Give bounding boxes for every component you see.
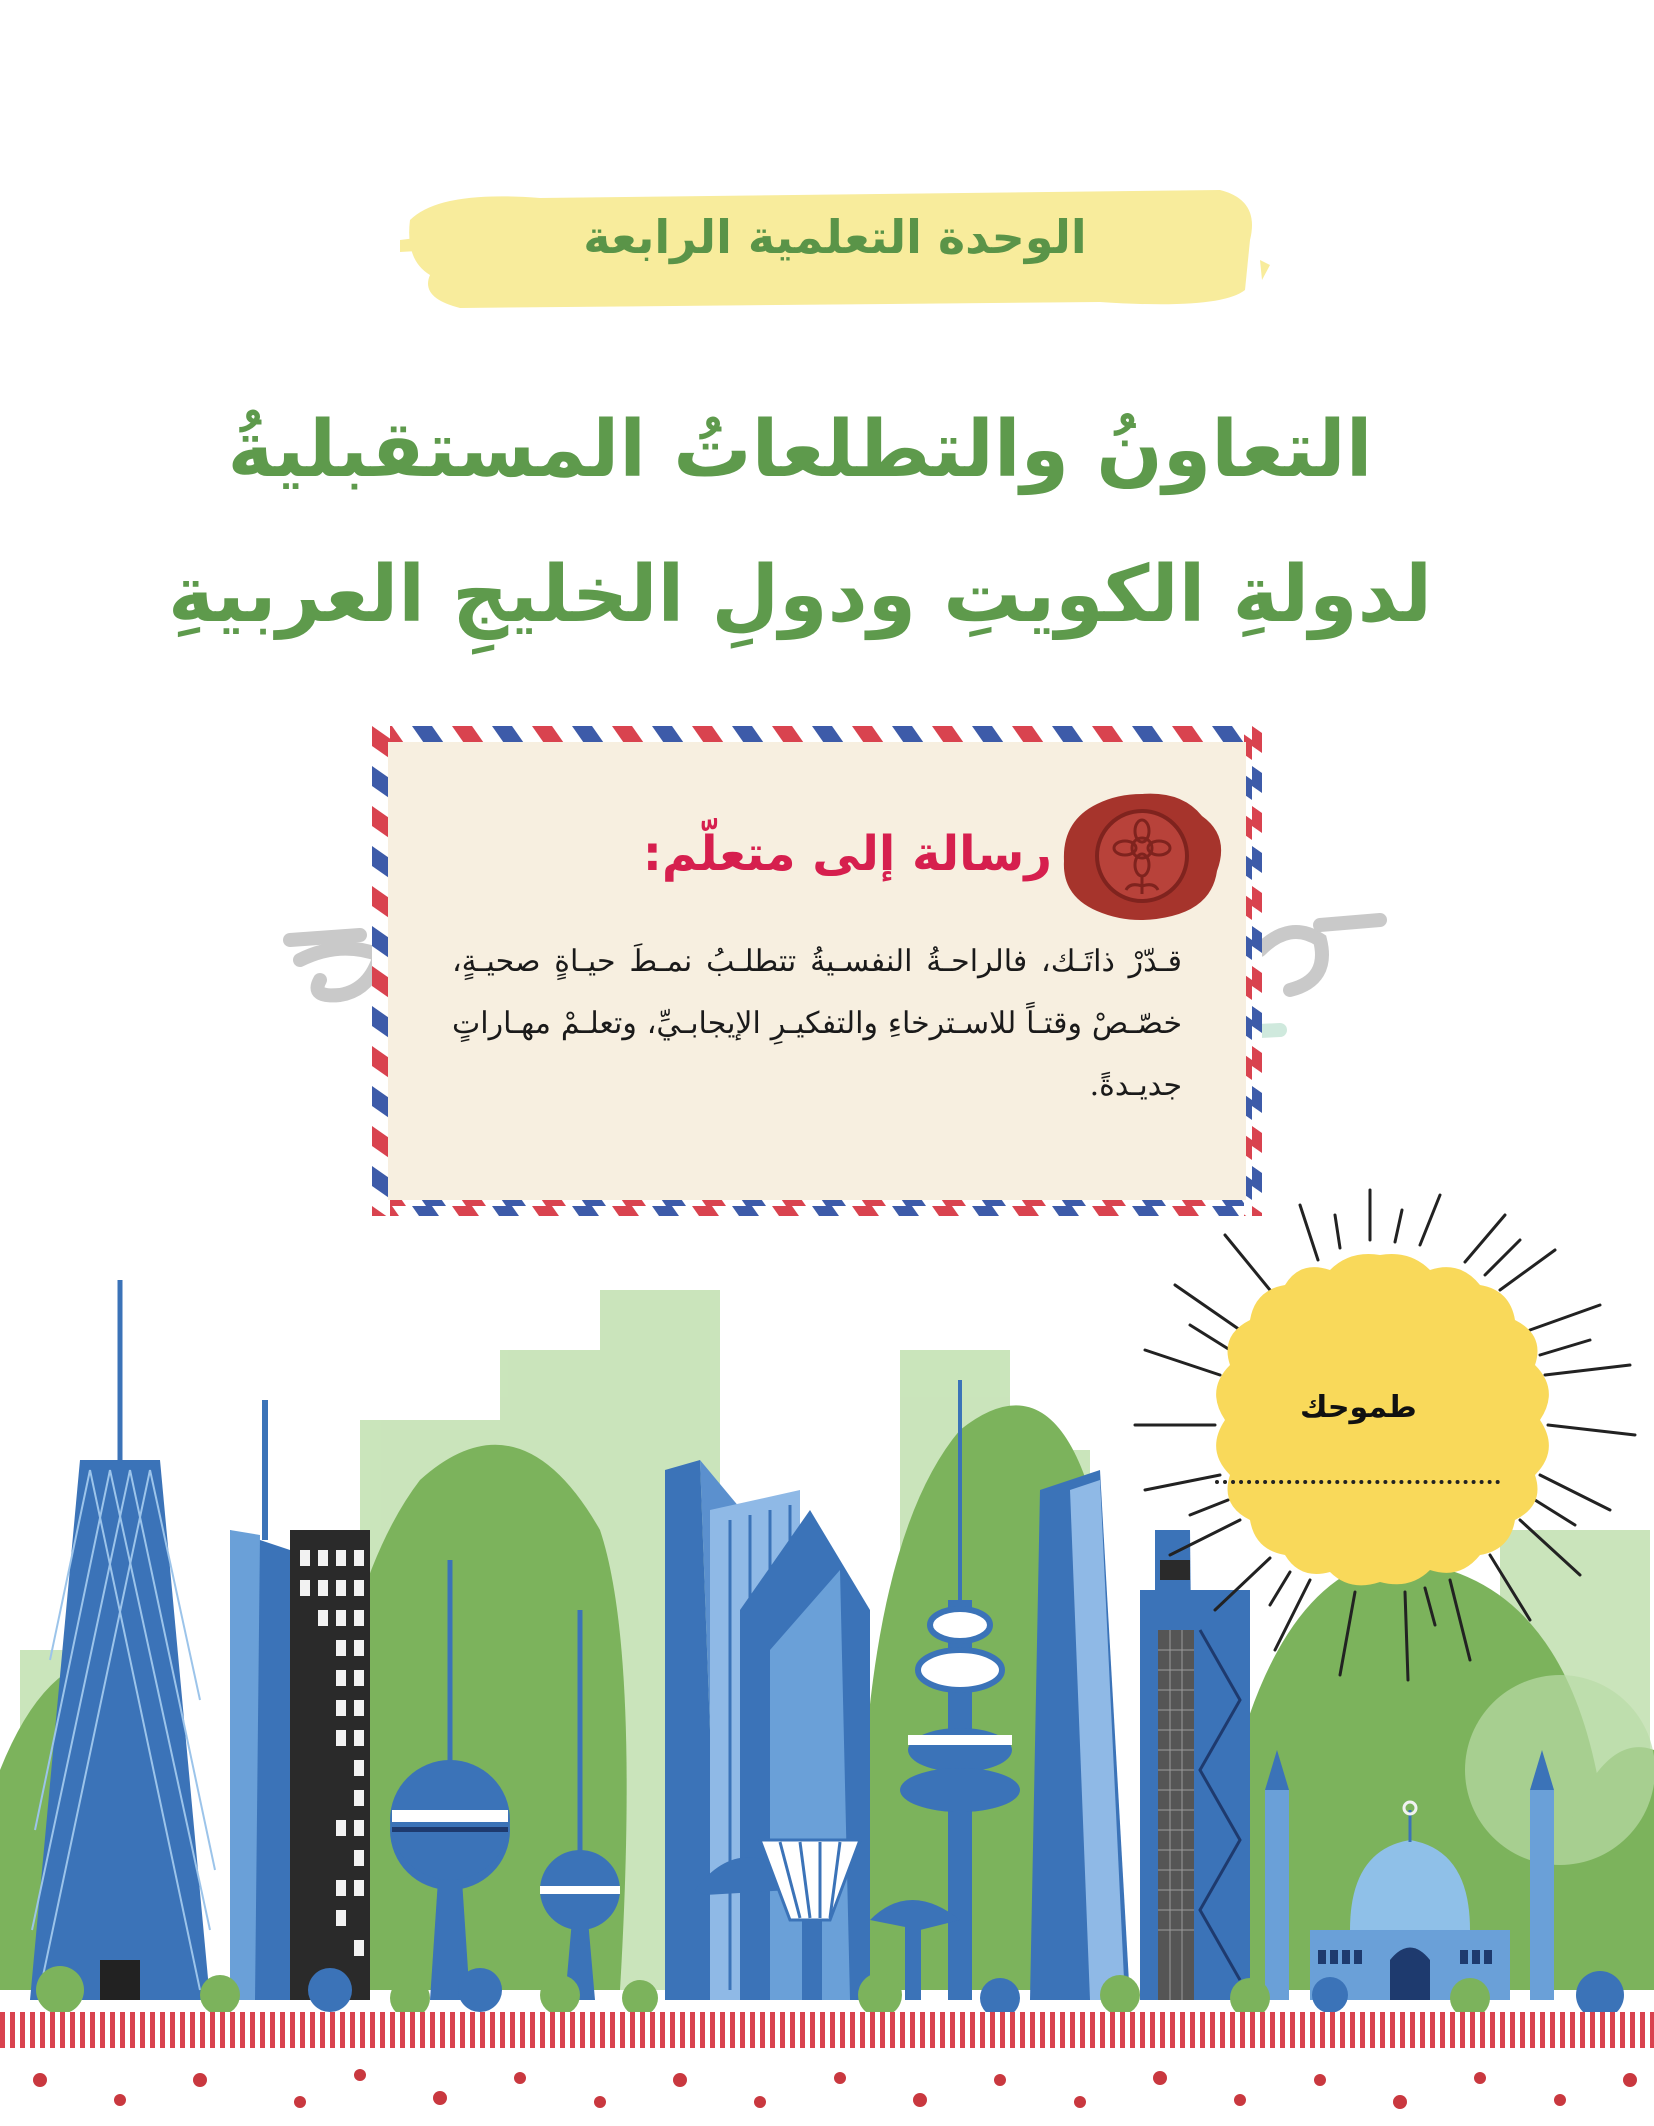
ambition-answer-line[interactable] <box>1215 1480 1500 1484</box>
sun-burst-icon <box>1090 1180 1650 1720</box>
red-dots <box>33 2069 1637 2109</box>
page-title-line1: التعاونُ والتطلعاتُ المستقبليةُ <box>227 405 1373 495</box>
letter-heading: رسالة إلى متعلّم: <box>642 826 1052 882</box>
letter-body: قـدّرْ ذاتَـك، فالراحـةُ النفسـيةُ تتطلـبُ نمـطَ حيـاةٍ صحيـةٍ، خصّـصْ وقتـاً للاسـترخاءِ والتفكيـرِ الإيجابـيِّ، وتعلـمْ مهـاراتٍ جديـدةً. <box>452 944 1182 1103</box>
striped-fence <box>0 2012 1654 2048</box>
letter-envelope <box>372 726 1262 1216</box>
unit-banner <box>400 180 1270 320</box>
dark-window-building <box>290 1530 370 2000</box>
ambition-sun <box>1090 1180 1650 1720</box>
ambition-label: طموحك <box>1300 1390 1417 1425</box>
page-title-line2: لدولةِ الكويتِ ودولِ الخليجِ العربيةِ <box>168 550 1432 640</box>
wax-seal-icon <box>1052 786 1232 930</box>
lattice-tower <box>30 1280 215 2000</box>
unit-label: الوحدة التعلمية الرابعة <box>583 210 1087 264</box>
